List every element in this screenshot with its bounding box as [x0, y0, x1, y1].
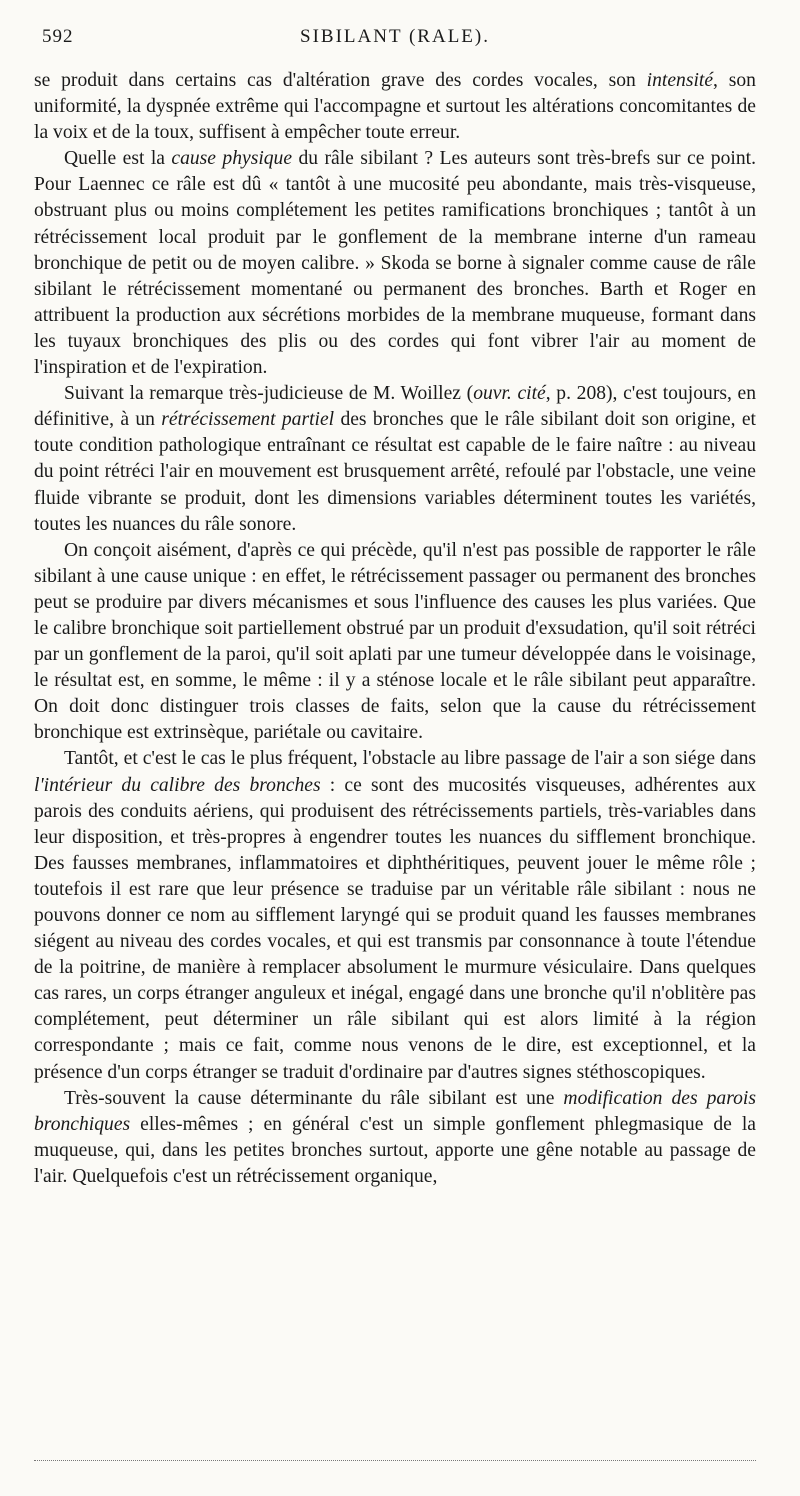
text-run: , p. 208), c'est toujours, en définitive, à un	[34, 383, 757, 431]
paragraph	[34, 1086, 756, 1190]
text-run: du râle sibilant ? Les auteurs sont très-brefs sur ce point. Pour Laennec ce râle est dû « tantôt à une mucosité peu abondante, mais très-visqueuse, obstruant plus ou moins complétement les petites ramifications bronchiques ; tantôt à un rétrécissement local produit par le gonflement de la membrane interne d'un rameau bronchique de petit ou de moyen calibre. » Skoda se borne à signaler comme cause de râle sibilant le rétrécissement momentané ou permanent des bronches. Barth et Roger en attribuent la production aux sécrétions morbides de la membrane muqueuse, formant dans les tuyaux bronchiques des plis ou des cordes qui font vibrer l'air au moment de l'inspiration et de l'expiration.	[34, 148, 756, 379]
paragraph	[34, 146, 756, 381]
text-run: Très-souvent la cause déterminante du râle sibilant est une	[64, 1087, 564, 1109]
running-head: SIBILANT (RALE).	[300, 26, 490, 47]
text-run: Tantôt, et c'est le cas le plus fréquent, l'obstacle au libre passage de l'air a son siége dans	[64, 748, 756, 770]
text-run: des bronches que le râle sibilant doit son origine, et toute condition pathologique entraînant ce résultat est capable de le faire naître : au niveau du point rétréci l'air en mouvement est brusquement arrêté, refoulé par l'obstacle, une veine fluide vibrante se produit, dont les dimensions variables déterminent toutes les variétés, toutes les nuances du râle sonore.	[34, 409, 756, 535]
page-number: 592	[42, 26, 74, 47]
text-run: se produit dans certains cas d'altération grave des cordes vocales, son	[34, 70, 647, 91]
text-run: elles-mêmes ; en général c'est un simple gonflement phlegmasique de la muqueuse, qui, dans les petites bronches surtout, apporte une gêne notable au passage de l'air. Quelquefois c'est un rétrécissement organique,	[34, 1113, 756, 1187]
text-run: On conçoit aisément, d'après ce qui précède, qu'il n'est pas possible de rapporter le râle sibilant à une cause unique : en effet, le rétrécissement passager ou permanent des bronches peut se produire par divers mécanismes et sous l'influence des causes les plus variées. Que le calibre bronchique soit partiellement obstrué par un produit d'exsudation, qu'il soit rétréci par un gonflement de la paroi, qu'il soit aplati par une tumeur développée dans le voisinage, le résultat est, en somme, le même : il y a sténose locale et le râle sibilant peut apparaître. On doit donc distinguer trois classes de faits, selon que la cause du rétrécissement bronchique est extrinsèque, pariétale ou cavitaire.	[34, 539, 756, 744]
italic-text: modification des parois bronchiques	[34, 1087, 756, 1135]
paragraph	[34, 68, 756, 146]
italic-text: cause physique	[171, 148, 293, 170]
paragraph	[34, 538, 756, 747]
body-text	[34, 68, 756, 1190]
text-run: , son uniformité, la dyspnée extrême qui l'accompagne et surtout les altérations concomitantes de la voix et de la toux, suffisent à empêcher toute erreur.	[34, 70, 756, 144]
italic-text: l'intérieur du calibre des bronches	[34, 774, 321, 796]
italic-text: intensité	[646, 70, 714, 91]
footer-dotted-rule	[34, 1460, 756, 1461]
text-run: Suivant la remarque très-judicieuse de M. Woillez (	[64, 383, 474, 405]
page-header	[34, 26, 756, 56]
italic-text: rétrécissement partiel	[161, 409, 335, 431]
text-run: : ce sont des mucosités visqueuses, adhérentes aux parois des conduits aériens, qui produisent des rétrécissements partiels, très-variables dans leur disposition, et très-propres à engendrer toutes les nuances du sifflement bronchique. Des fausses membranes, inflammatoires et diphthéritiques, peuvent jouer le même rôle ; toutefois il est rare que leur présence se traduise par un véritable râle sibilant : nous ne pouvons donner ce nom au sifflement laryngé qui se produit quand les fausses membranes siégent au niveau des cordes vocales, et qui est transmis par consonnance à toute l'étendue de la poitrine, de manière à remplacer absolument le murmure vésiculaire. Dans quelques cas rares, un corps étranger anguleux et inégal, engagé dans une bronche qu'il n'oblitère pas complétement, peut déterminer un râle sibilant qui est alors limité à la région correspondante ; mais ce fait, comme nous venons de le dire, est exceptionnel, et la présence d'un corps étranger se traduit d'ordinaire par d'autres signes stéthoscopiques.	[34, 774, 756, 1083]
paragraph	[34, 746, 756, 1085]
text-run: Quelle est la	[64, 148, 172, 170]
italic-text: ouvr. cité	[473, 383, 546, 405]
paragraph	[34, 381, 756, 538]
